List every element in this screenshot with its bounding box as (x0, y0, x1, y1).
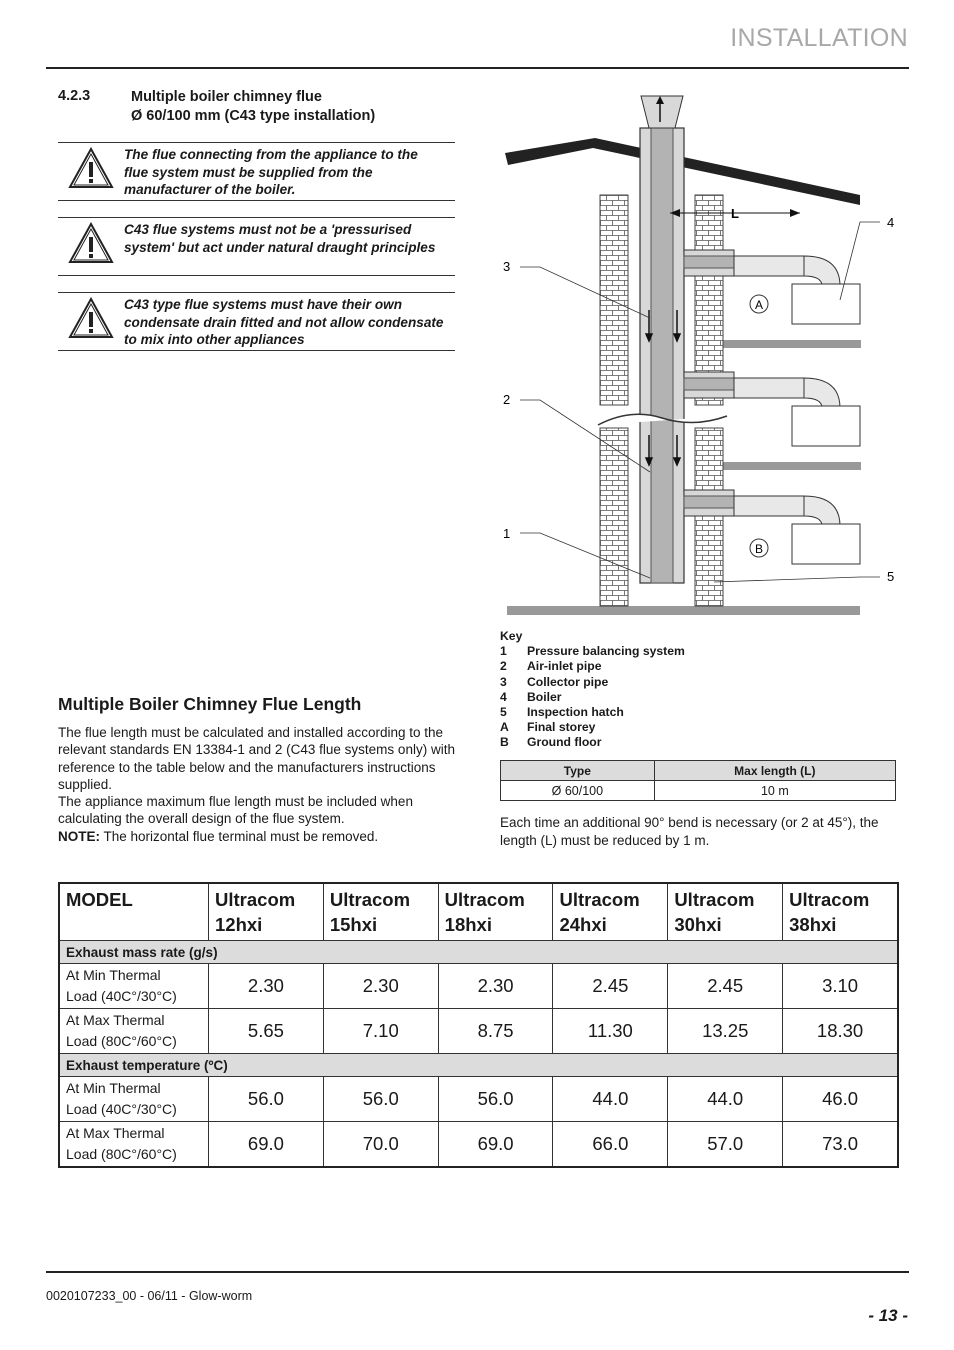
table-cell: 11.30 (553, 1009, 668, 1054)
row-label-line2: Load (40C°/30°C) (66, 1101, 177, 1117)
table-cell: 69.0 (438, 1122, 553, 1168)
table-cell: 44.0 (668, 1077, 783, 1122)
key-item-label: Inspection hatch (527, 705, 624, 720)
callout-a: A (755, 298, 764, 312)
table-cell: Ø 60/100 (501, 781, 655, 801)
ground-slab (507, 606, 860, 615)
table-cell: 7.10 (323, 1009, 438, 1054)
row-label-line1: At Min Thermal (66, 967, 161, 983)
floor-slab-top (723, 340, 861, 348)
table-cell: 8.75 (438, 1009, 553, 1054)
callout-1: 1 (503, 526, 511, 541)
table-header: Ultracom 18hxi (438, 883, 553, 941)
key-item-label: Boiler (527, 689, 562, 704)
table-header: Ultracom 12hxi (209, 883, 324, 941)
table-group-row (59, 1054, 898, 1077)
table-row (59, 1122, 898, 1168)
table-cell: 66.0 (553, 1122, 668, 1168)
row-label-line1: At Max Thermal (66, 1125, 165, 1141)
flue-length-para2: The appliance maximum flue length must be included when calculating the overall design of the flue system. (58, 794, 413, 827)
note-text: The horizontal flue terminal must be removed. (100, 828, 379, 844)
page-number: - 13 - (868, 1306, 908, 1325)
table-cell: 10 m (654, 781, 895, 801)
table-cell: 2.45 (553, 964, 668, 1009)
row-label (59, 1122, 209, 1168)
key-item (500, 659, 685, 674)
left-brick-wall-upper (600, 195, 628, 405)
table-row (59, 1077, 898, 1122)
table-header: Ultracom 24hxi (553, 883, 668, 941)
table-cell: 5.65 (209, 1009, 324, 1054)
table-cell: 13.25 (668, 1009, 783, 1054)
key-item (500, 690, 685, 705)
key-item-label: Pressure balancing system (527, 644, 685, 659)
row-label-line2: Load (40C°/30°C) (66, 988, 177, 1004)
key-item-code: 3 (500, 674, 507, 689)
section-number: 4.2.3 (58, 88, 91, 104)
section-title (131, 88, 375, 126)
callout-2: 2 (503, 392, 511, 407)
table-cell: 2.45 (668, 964, 783, 1009)
table-row (59, 1009, 898, 1054)
group-title: Exhaust temperature (ºC) (59, 1054, 898, 1077)
callout-5: 5 (887, 569, 895, 584)
table-cell: 73.0 (783, 1122, 898, 1168)
key-item (500, 720, 685, 735)
table-cell: 2.30 (323, 964, 438, 1009)
warning-triangle-icon (68, 297, 114, 339)
footer-rule (46, 1271, 909, 1273)
key-item (500, 675, 685, 690)
table-cell: 57.0 (668, 1122, 783, 1168)
warning-triangle-icon (68, 147, 114, 189)
key-item-code: 5 (500, 705, 507, 720)
footer-doc-id: 0020107233_00 - 06/11 - Glow-worm (46, 1289, 253, 1303)
key-item-code: B (500, 735, 509, 750)
warning-box-2 (58, 217, 455, 276)
flue-length-para1: The flue length must be calculated and installed according to the relevant standards EN 13384-1 and 2 (C43 flue systems only) with reference to the table below and the manufacturers instructions supplied. (58, 725, 455, 792)
table-row (59, 964, 898, 1009)
row-label-line2: Load (80C°/60°C) (66, 1033, 177, 1049)
row-label (59, 1077, 209, 1122)
flue-length-text (58, 724, 458, 845)
collector-pipe (651, 128, 673, 583)
table-header: Ultracom 15hxi (323, 883, 438, 941)
table-row (501, 781, 896, 801)
table-header: Ultracom 38hxi (783, 883, 898, 941)
table-header: Ultracom 30hxi (668, 883, 783, 941)
key-item-label: Air-inlet pipe (527, 659, 602, 674)
table-header-max-length: Max length (L) (654, 761, 895, 781)
callout-3: 3 (503, 259, 511, 274)
callout-b: B (755, 542, 764, 556)
table-cell: 3.10 (783, 964, 898, 1009)
key-item-label: Collector pipe (527, 674, 609, 689)
table-cell: 69.0 (209, 1122, 324, 1168)
table-header-model: MODEL (59, 883, 209, 941)
note-label: NOTE: (58, 828, 100, 844)
key-item-code: 2 (500, 659, 507, 674)
page-header-title: INSTALLATION (730, 24, 908, 52)
flue-length-note (58, 828, 458, 845)
key-item-code: A (500, 720, 509, 735)
key-item-code: 1 (500, 644, 507, 659)
table-group-row (59, 941, 898, 964)
warning-text-3: C43 type flue systems must have their own condensate drain fitted and not allow condensate to mix into other appliances (124, 297, 444, 348)
key-item-code: 4 (500, 689, 507, 704)
chimney-flue-diagram (490, 90, 910, 620)
row-label-line2: Load (80C°/60°C) (66, 1146, 177, 1162)
table-cell: 18.30 (783, 1009, 898, 1054)
right-brick-wall-lower (695, 428, 723, 606)
header-rule (46, 67, 909, 69)
table-cell: 2.30 (209, 964, 324, 1009)
table-header-row (59, 883, 898, 941)
key-title: Key (500, 629, 523, 643)
flue-length-heading: Multiple Boiler Chimney Flue Length (58, 694, 362, 714)
table-cell: 56.0 (209, 1077, 324, 1122)
table-cell: 56.0 (323, 1077, 438, 1122)
table-header-type: Type (501, 761, 655, 781)
key-item (500, 735, 685, 750)
table-cell: 46.0 (783, 1077, 898, 1122)
row-label (59, 1009, 209, 1054)
warning-box-3 (58, 292, 455, 351)
section-title-line1: Multiple boiler chimney flue (131, 89, 322, 105)
table-cell: 2.30 (438, 964, 553, 1009)
warning-box-1 (58, 142, 455, 201)
max-length-table (500, 760, 896, 801)
key-item (500, 705, 685, 720)
diagram-key (500, 629, 685, 751)
table-cell: 70.0 (323, 1122, 438, 1168)
key-item (500, 644, 685, 659)
warning-text-1: The flue connecting from the appliance to the flue system must be supplied from the manufacturer of the boiler. (124, 147, 418, 198)
warning-text-2: C43 flue systems must not be a 'pressurised system' but act under natural draught principles (124, 222, 436, 255)
table-cell: 44.0 (553, 1077, 668, 1122)
row-label-line1: At Min Thermal (66, 1080, 161, 1096)
warning-triangle-icon (68, 222, 114, 264)
key-item-label: Final storey (527, 720, 596, 735)
floor-slab-middle (723, 462, 861, 470)
row-label-line1: At Max Thermal (66, 1012, 165, 1028)
bend-note: Each time an additional 90° bend is necessary (or 2 at 45°), the length (L) must be reduced by 1 m. (500, 815, 879, 848)
group-title: Exhaust mass rate (g/s) (59, 941, 898, 964)
dimension-label-l: L (731, 206, 739, 221)
model-data-table (58, 882, 899, 1168)
table-cell: 56.0 (438, 1077, 553, 1122)
row-label (59, 964, 209, 1009)
key-item-label: Ground floor (527, 735, 602, 750)
callout-4: 4 (887, 215, 895, 230)
section-title-line2: Ø 60/100 mm (C43 type installation) (131, 108, 376, 124)
